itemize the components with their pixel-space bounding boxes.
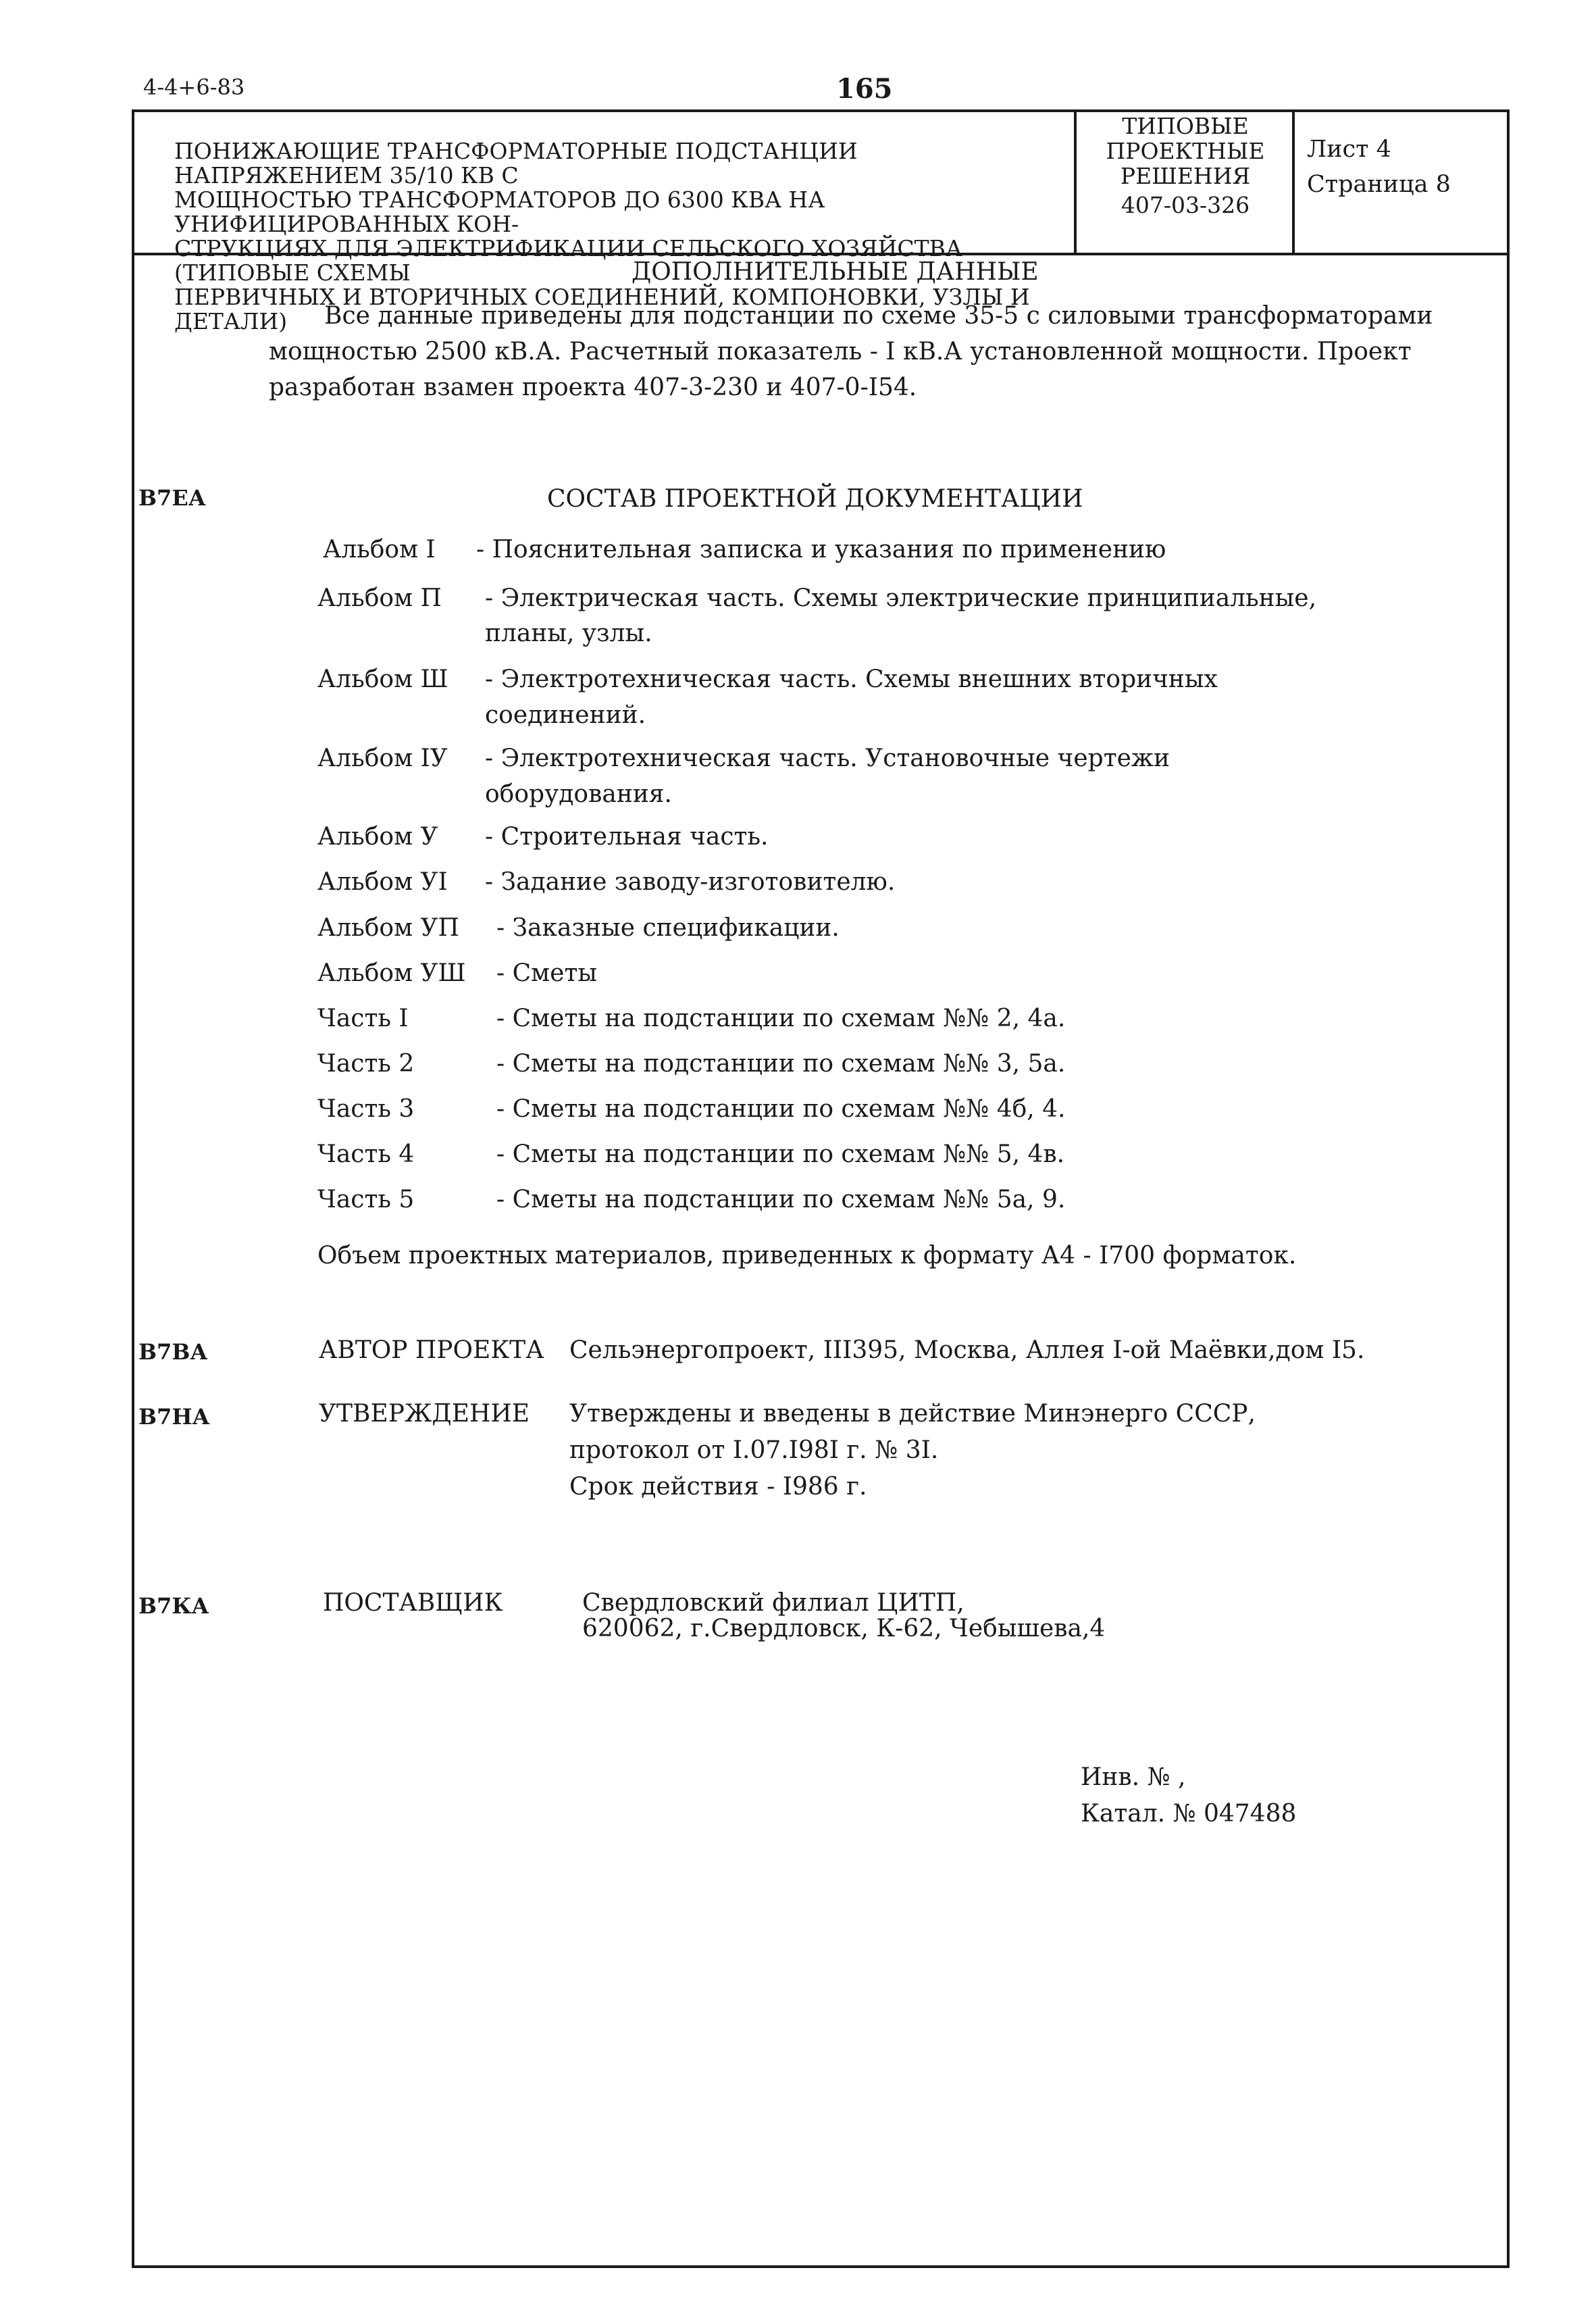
album-label: Альбом УП — [317, 914, 459, 942]
project-code: 407-03-326 — [1121, 192, 1250, 218]
supplier-line: Свердловский филиал ЦИТП, — [582, 1589, 964, 1617]
author-code: В7ВА — [138, 1339, 208, 1365]
title-line: СТРУКЦИЯХ ДЛЯ ЭЛЕКТРИФИКАЦИИ СЕЛЬСКОГО ХОЗЯЙСТВА (ТИПОВЫЕ СХЕМЫ — [174, 235, 962, 286]
part-text: - Сметы на подстанции по схемам №№ 3, 5а. — [496, 1050, 1066, 1078]
album-text: планы, узлы. — [485, 620, 652, 647]
typical-line: ПРОЕКТНЫЕ — [1106, 138, 1265, 164]
additional-line: Все данные приведены для подстанции по схеме 35-5 с силовыми трансформаторами — [324, 302, 1433, 330]
inventory-number: Инв. № , — [1081, 1763, 1186, 1791]
album-label: Альбом УШ — [317, 959, 466, 987]
part-text: - Сметы на подстанции по схемам №№ 5а, 9. — [496, 1186, 1066, 1213]
album-text: - Строительная часть. — [485, 823, 769, 851]
album-label: Альбом I — [323, 536, 436, 563]
album-label: Альбом Ш — [317, 665, 448, 693]
title-line: ПОНИЖАЮЩИЕ ТРАНСФОРМАТОРНЫЕ ПОДСТАНЦИИ НАПРЯЖЕНИЕМ 35/10 КВ С — [174, 138, 858, 188]
part-label: Часть 4 — [317, 1140, 415, 1168]
album-text: - Задание заводу-изготовителю. — [485, 868, 896, 896]
author-text: Сельэнергопроект, III395, Москва, Аллея I-ой Маёвки,дом I5. — [569, 1336, 1365, 1364]
typical-line: РЕШЕНИЯ — [1120, 163, 1251, 189]
composition-heading: СОСТАВ ПРОЕКТНОЙ ДОКУМЕНТАЦИИ — [547, 485, 1083, 513]
album-label: Альбом У — [317, 823, 438, 851]
additional-line: мощностью 2500 кВ.А. Расчетный показатель - I кВ.А установленной мощности. Проект — [269, 338, 1412, 366]
approval-code: В7НА — [138, 1404, 210, 1430]
approval-line: Утверждены и введены в действие Минэнерго СССР, — [569, 1400, 1256, 1428]
album-text: соединений. — [485, 701, 646, 729]
part-text: - Сметы на подстанции по схемам №№ 2, 4а. — [496, 1005, 1066, 1032]
part-label: Часть 5 — [317, 1186, 415, 1213]
title-divider-1 — [1074, 109, 1077, 255]
album-label: Альбом П — [317, 584, 442, 612]
title-line: ПЕРВИЧНЫХ И ВТОРИЧНЫХ СОЕДИНЕНИЙ, КОМПОНОВКИ, УЗЛЫ И ДЕТАЛИ) — [174, 284, 1030, 334]
album-text: - Пояснительная записка и указания по применению — [476, 536, 1166, 563]
additional-heading: ДОПОЛНИТЕЛЬНЫЕ ДАННЫЕ — [632, 258, 1039, 286]
part-label: Часть I — [317, 1005, 409, 1032]
part-text: - Сметы на подстанции по схемам №№ 4б, 4. — [496, 1095, 1066, 1123]
album-text: оборудования. — [485, 780, 672, 808]
album-text: - Электротехническая часть. Установочные чертежи — [485, 745, 1170, 772]
part-text: - Сметы на подстанции по схемам №№ 5, 4в. — [496, 1140, 1065, 1168]
sheet-number: Лист 4 — [1307, 136, 1391, 163]
part-label: Часть 2 — [317, 1050, 415, 1078]
album-text: - Заказные спецификации. — [496, 914, 840, 942]
catalog-number: Катал. № 047488 — [1081, 1800, 1297, 1828]
part-label: Часть 3 — [317, 1095, 415, 1123]
album-text: - Сметы — [496, 959, 598, 987]
supplier-label: ПОСТАВЩИК — [323, 1589, 503, 1617]
approval-line: протокол от I.07.I98I г. № 3I. — [569, 1436, 939, 1464]
supplier-code: В7КА — [138, 1593, 209, 1619]
composition-code: В7ЕА — [138, 485, 206, 511]
album-label: Альбом IУ — [317, 745, 448, 772]
doc-code: 4-4+6-83 — [143, 74, 245, 100]
approval-label: УТВЕРЖДЕНИЕ — [319, 1400, 530, 1428]
typical-line: ТИПОВЫЕ — [1122, 113, 1249, 139]
approval-line: Срок действия - I986 г. — [569, 1473, 867, 1501]
album-label: Альбом УI — [317, 868, 448, 896]
additional-line: разработан взамен проекта 407-3-230 и 407-0-I54. — [269, 374, 917, 401]
volume-note: Объем проектных материалов, приведенных к формату А4 - I700 форматок. — [317, 1242, 1297, 1269]
page-label: Страница 8 — [1307, 171, 1451, 198]
album-text: - Электрическая часть. Схемы электрические принципиальные, — [485, 584, 1317, 612]
title-line: МОЩНОСТЬЮ ТРАНСФОРМАТОРОВ ДО 6300 КВА НА УНИФИЦИРОВАННЫХ КОН- — [174, 186, 825, 237]
supplier-line: 620062, г.Свердловск, К-62, Чебышева,4 — [582, 1615, 1106, 1642]
sheet-info — [1307, 132, 1451, 202]
page-number: 165 — [836, 73, 893, 105]
author-label: АВТОР ПРОЕКТА — [319, 1336, 544, 1364]
typical-solutions-box — [1077, 114, 1293, 218]
album-text: - Электротехническая часть. Схемы внешних вторичных — [485, 665, 1218, 693]
